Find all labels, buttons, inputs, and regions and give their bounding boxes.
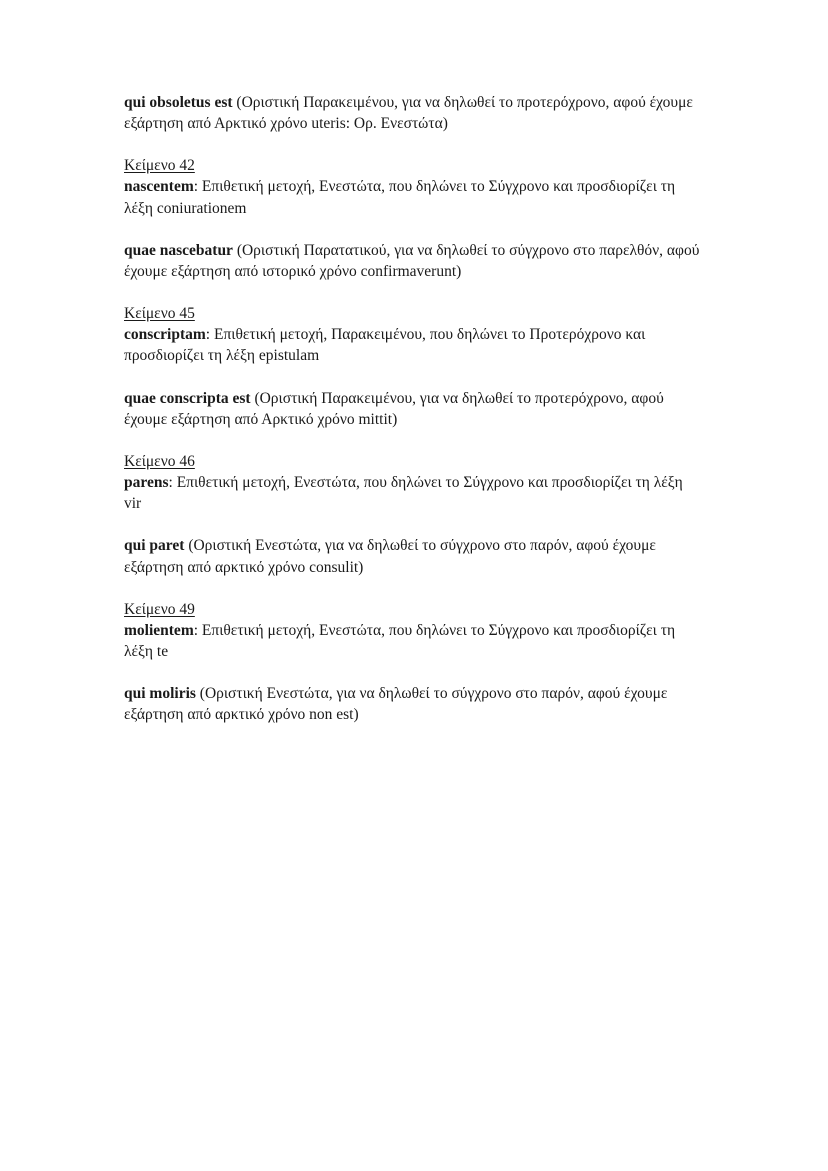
note-block (124, 92, 702, 134)
grammar-entry (124, 324, 702, 366)
entry-spacer (124, 219, 702, 240)
entry-description: : Επιθετική μετοχή, Ενεστώτα, που δηλώνει το Σύγχρονο και προσδιορίζει τη λέξη te (124, 621, 676, 661)
entry-description: : Επιθετική μετοχή, Ενεστώτα, που δηλώνει το Σύγχρονο και προσδιορίζει τη λέξη coniurationem (124, 178, 676, 217)
entry-description: (Οριστική Ενεστώτα, για να δηλωθεί το σύγχρονο στο παρόν, αφού έχουμε εξάρτηση από αρκτικό χρόνο consulit) (124, 537, 656, 576)
grammar-entry (124, 176, 702, 218)
lemma-term: qui moliris (124, 685, 196, 703)
section-heading: Κείμενο 42 (124, 157, 195, 175)
lemma-term: parens (124, 474, 169, 492)
section-heading: Κείμενο 49 (124, 600, 195, 618)
lemma-term: molientem (124, 621, 194, 639)
lemma-term: qui paret (124, 537, 185, 555)
grammar-entry (124, 472, 702, 514)
entry-description: (Οριστική Παρατατικού, για να δηλωθεί το σύγχρονο στο παρελθόν, αφού έχουμε εξάρτηση από ιστορικό χρόνο confirmaverunt) (124, 241, 700, 281)
grammar-entry (124, 388, 702, 430)
section-heading: Κείμενο 45 (124, 305, 195, 323)
document-text-column (124, 92, 702, 726)
grammar-entry (124, 620, 702, 662)
entry-spacer (124, 367, 702, 388)
entry-description: (Οριστική Παρακειμένου, για να δηλωθεί το προτερόχρονο, αφού έχουμε εξάρτηση από Αρκτικό χρόνο uteris: Ορ. Ενεστώτα) (124, 94, 693, 133)
grammar-entry (124, 240, 702, 282)
entry-description: : Επιθετική μετοχή, Ενεστώτα, που δηλώνει το Σύγχρονο και προσδιορίζει τη λέξη vir (124, 474, 683, 513)
block-spacer (124, 282, 702, 303)
block-spacer (124, 134, 702, 155)
grammar-entry (124, 683, 702, 725)
lemma-term: qui obsoletus est (124, 94, 233, 111)
lemma-term: quae conscripta est (124, 389, 251, 407)
lemma-term: quae nascebatur (124, 241, 233, 259)
entry-description: (Οριστική Παρακειμένου, για να δηλωθεί το προτερόχρονο, αφού έχουμε εξάρτηση από Αρκτικό χρόνο mittit) (124, 389, 664, 428)
lemma-term: conscriptam (124, 326, 206, 344)
lemma-term: nascentem (124, 178, 194, 196)
block-spacer (124, 578, 702, 599)
grammar-entry (124, 92, 702, 134)
section-heading: Κείμενο 46 (124, 453, 195, 471)
note-block (124, 451, 702, 578)
note-block (124, 599, 702, 726)
grammar-entry (124, 535, 702, 577)
entry-description: (Οριστική Ενεστώτα, για να δηλωθεί το σύγχρονο στο παρόν, αφού έχουμε εξάρτηση από αρκτικό χρόνο non est) (124, 685, 668, 724)
entry-spacer (124, 514, 702, 535)
note-block (124, 155, 702, 282)
block-spacer (124, 430, 702, 451)
entry-spacer (124, 662, 702, 683)
entry-description: : Επιθετική μετοχή, Παρακειμένου, που δηλώνει το Προτερόχρονο και προσδιορίζει τη λέξη epistulam (124, 326, 646, 365)
note-block (124, 303, 702, 430)
